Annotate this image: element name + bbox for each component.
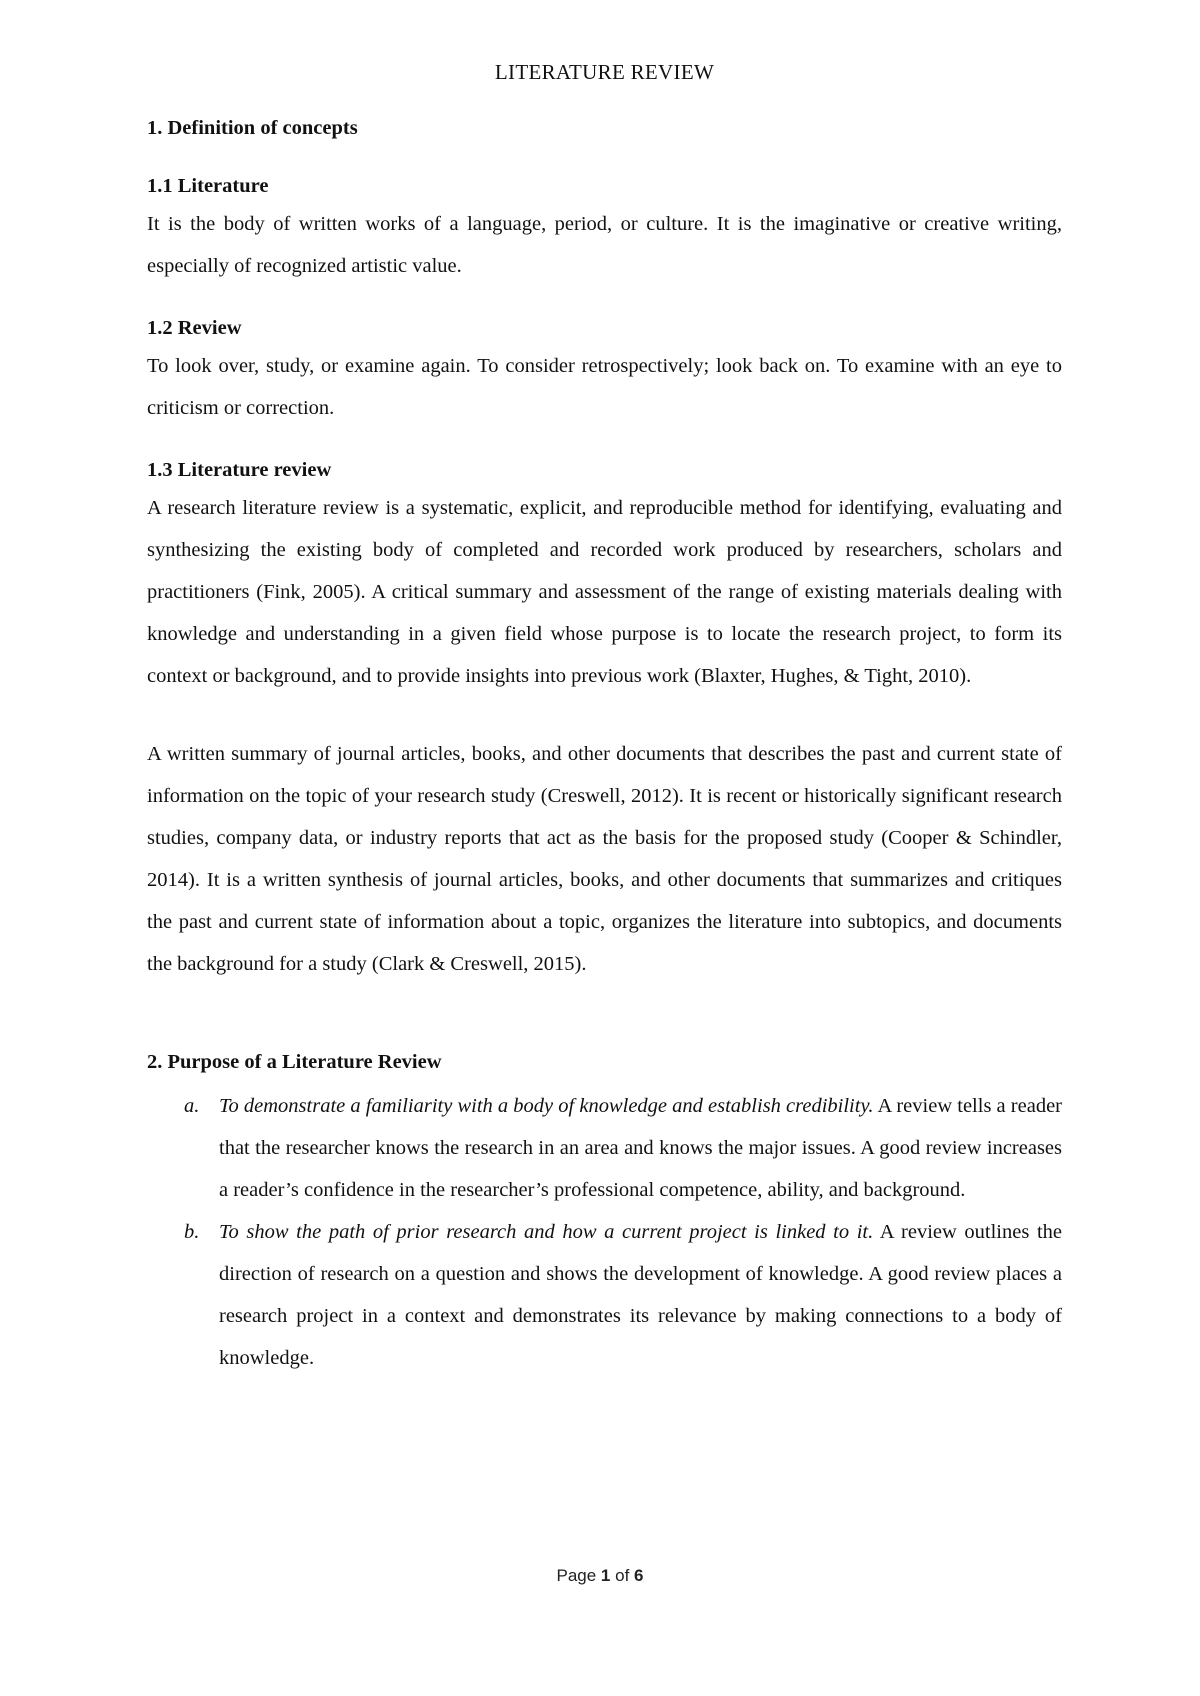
subsection-1-1-body: It is the body of written works of a language, period, or culture. It is the imaginative or creative writing, especially of recognized artistic value.: [147, 213, 1062, 277]
purpose-item-text: A review tells a reader that the researcher knows the research in an area and knows the major issues. A good review increases a reader’s confidence in the researcher’s professional competence, ability, and background.: [219, 1095, 1062, 1201]
footer-of-word: of: [615, 1566, 630, 1585]
subsection-1-3-body: A research literature review is a systematic, explicit, and reproducible method for identifying, evaluating and synthesizing the existing body of completed and recorded work produced by researchers, scholars and practitioners (Fink, 2005). A critical summary and assessment of the range of existing materials dealing with knowledge and understanding in a given field whose purpose is to locate the research project, to form its context or background, and to provide insights into previous work (Blaxter, Hughes, & Tight, 2010).: [147, 497, 1062, 687]
purpose-item-lead: To demonstrate a familiarity with a body of knowledge and establish credibility.: [219, 1095, 874, 1117]
footer-page-word: Page: [556, 1566, 597, 1585]
subsection-1-1-heading: 1.1 Literature: [147, 175, 269, 197]
purpose-item-a: [147, 1085, 1062, 1211]
footer-total-pages: 6: [634, 1566, 644, 1585]
purpose-item-text: A review outlines the direction of research on a question and shows the development of knowledge. A good review places a research project in a context and demonstrates its relevance by making connections to a body of knowledge.: [219, 1221, 1062, 1369]
list-marker: a.: [184, 1095, 200, 1117]
page-footer: [0, 1566, 1200, 1586]
list-marker: b.: [184, 1221, 200, 1243]
subsection-1-3-body-2: A written summary of journal articles, books, and other documents that describes the past and current state of information on the topic of your research study (Creswell, 2012). It is recent or historically significant research studies, company data, or industry reports that act as the basis for the proposed study (Cooper & Schindler, 2014). It is a written synthesis of journal articles, books, and other documents that summarizes and critiques the past and current state of information about a topic, organizes the literature into subtopics, and documents the background for a study (Clark & Creswell, 2015).: [147, 743, 1062, 975]
section-1-heading: 1. Definition of concepts: [147, 117, 358, 139]
subsection-1-3-heading: 1.3 Literature review: [147, 459, 332, 481]
purpose-item-lead: To show the path of prior research and how a current project is linked to it.: [219, 1221, 874, 1243]
footer-page-number: 1: [600, 1566, 611, 1585]
document-title: LITERATURE REVIEW: [494, 60, 715, 84]
page-content: [147, 55, 1062, 1379]
purpose-item-b: [147, 1211, 1062, 1379]
section-2-heading: 2. Purpose of a Literature Review: [147, 1051, 442, 1073]
subsection-1-2-heading: 1.2 Review: [147, 317, 242, 339]
subsection-1-2-body: To look over, study, or examine again. To consider retrospectively; look back on. To examine with an eye to criticism or correction.: [147, 355, 1062, 419]
purpose-list: [147, 1085, 1062, 1379]
